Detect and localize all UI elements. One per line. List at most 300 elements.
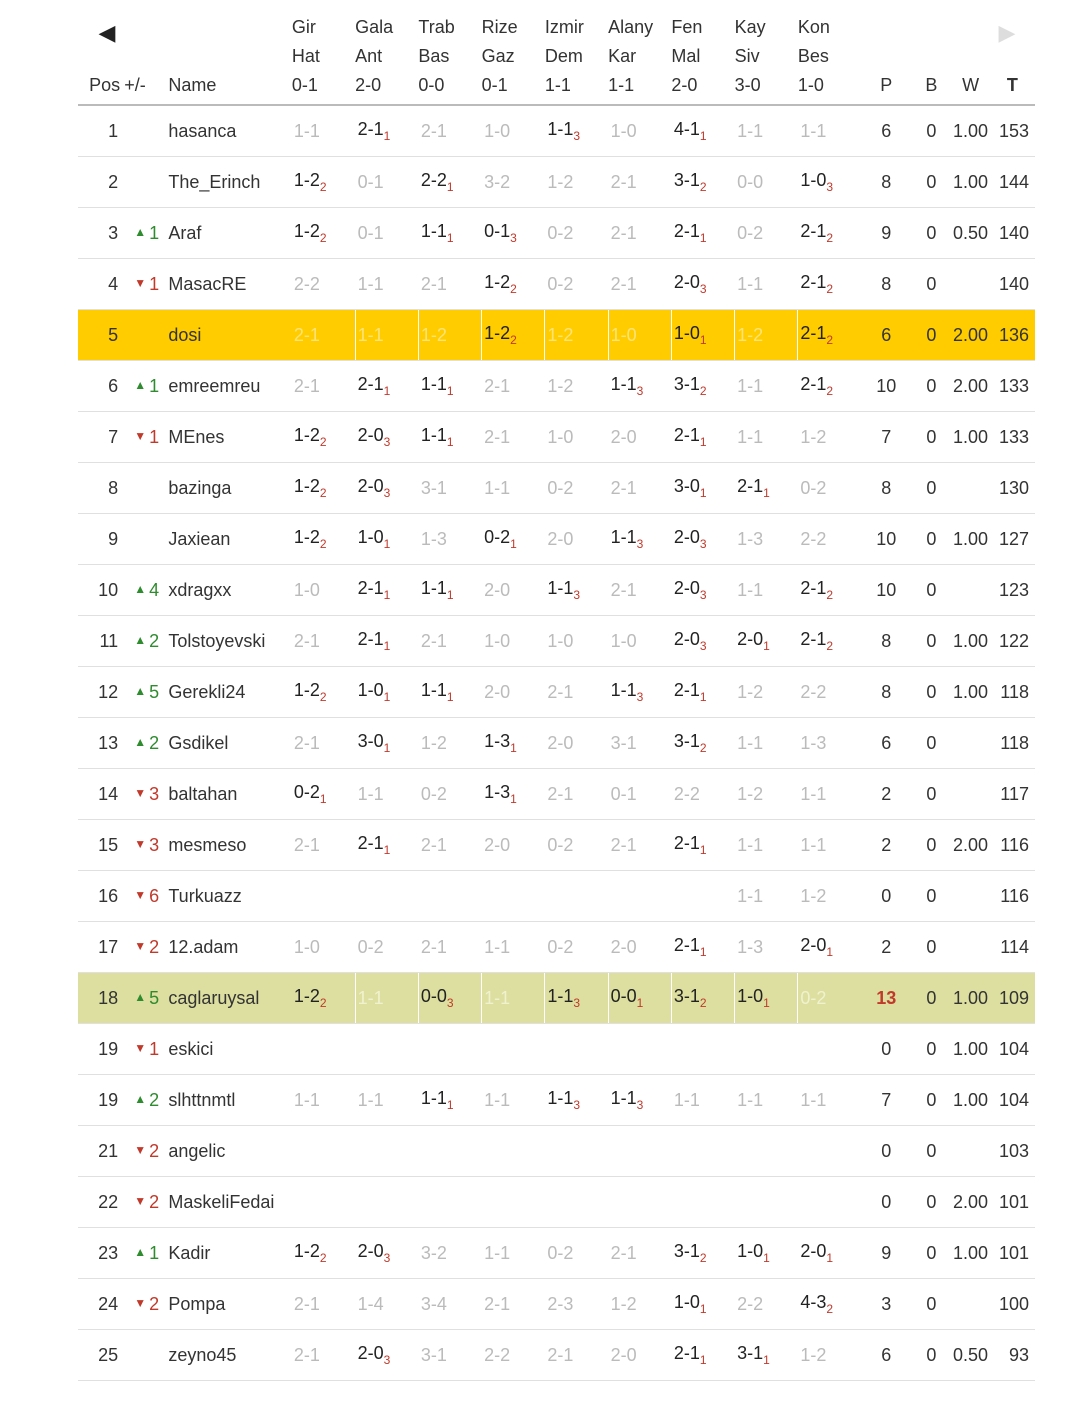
table-row[interactable] xyxy=(78,105,1035,157)
row-change xyxy=(124,1228,168,1279)
arrow-down-icon: ▼ xyxy=(134,1142,147,1157)
prediction-score: 2-1 xyxy=(800,374,827,394)
row-player-name[interactable]: emreemreu xyxy=(168,361,292,412)
prediction-points: 1 xyxy=(826,945,834,959)
header-bonus[interactable]: B xyxy=(911,12,951,105)
prediction-score: 2-0 xyxy=(800,935,827,955)
prediction-score: 1-2 xyxy=(293,527,320,547)
row-player-name[interactable]: MaskeliFedai xyxy=(168,1177,292,1228)
previous-round-icon[interactable]: ◀ xyxy=(98,20,116,45)
prediction-score: 2-1 xyxy=(357,833,384,853)
row-bonus: 0 xyxy=(911,412,951,463)
prediction-cell xyxy=(735,718,798,769)
table-row[interactable] xyxy=(78,514,1035,565)
row-total: 118 xyxy=(990,667,1035,718)
table-row[interactable] xyxy=(78,310,1035,361)
prediction-points: 1 xyxy=(510,537,517,551)
row-total: 153 xyxy=(990,105,1035,157)
prediction-points: 2 xyxy=(319,486,327,500)
prediction-points: 1 xyxy=(699,435,707,449)
prediction-score: 1-2 xyxy=(610,1293,637,1314)
row-change xyxy=(124,105,168,157)
prediction-score: 1-0 xyxy=(293,936,320,957)
prediction-score: 1-1 xyxy=(547,1088,574,1108)
prediction-cell xyxy=(482,616,545,667)
prediction-cell xyxy=(355,412,418,463)
prediction-cell xyxy=(292,922,355,973)
change-value: 3 xyxy=(149,834,160,855)
prediction-cell xyxy=(735,463,798,514)
prediction-score: 1-2 xyxy=(484,272,511,292)
prediction-cell xyxy=(671,871,734,922)
row-player-name[interactable]: dosi xyxy=(168,310,292,361)
table-row[interactable] xyxy=(78,667,1035,718)
row-bonus: 0 xyxy=(911,259,951,310)
row-player-name[interactable]: slhttnmtl xyxy=(168,1075,292,1126)
prediction-score: 2-0 xyxy=(673,272,700,292)
prediction-score: 1-1 xyxy=(420,374,447,394)
table-row[interactable] xyxy=(78,1228,1035,1279)
prediction-score: 1-1 xyxy=(357,1089,384,1110)
row-win: 2.00 xyxy=(951,361,989,412)
prediction-cell xyxy=(355,667,418,718)
prediction-cell xyxy=(482,1075,545,1126)
row-player-name[interactable]: zeyno45 xyxy=(168,1330,292,1381)
prediction-cell xyxy=(292,616,355,667)
table-row[interactable] xyxy=(78,973,1035,1024)
table-row[interactable] xyxy=(78,361,1035,412)
prediction-score: 0-2 xyxy=(547,936,574,957)
table-row[interactable] xyxy=(78,259,1035,310)
prediction-points: 1 xyxy=(383,588,391,602)
row-change xyxy=(124,718,168,769)
prediction-score: 1-1 xyxy=(420,1088,447,1108)
prediction-score: 2-0 xyxy=(357,1343,384,1363)
row-change xyxy=(124,208,168,259)
row-win xyxy=(951,1126,989,1177)
prediction-score: 1-2 xyxy=(293,986,320,1006)
prediction-score: 0-2 xyxy=(800,477,827,498)
table-row[interactable] xyxy=(78,565,1035,616)
row-player-name[interactable]: MasacRE xyxy=(168,259,292,310)
row-total: 127 xyxy=(990,514,1035,565)
table-row[interactable] xyxy=(78,1126,1035,1177)
prediction-score: 1-1 xyxy=(800,120,827,141)
prediction-cell xyxy=(735,157,798,208)
prediction-cell xyxy=(355,1177,418,1228)
prediction-score: 2-2 xyxy=(673,783,700,804)
row-points: 6 xyxy=(861,105,911,157)
prediction-score: 1-2 xyxy=(293,1241,320,1261)
prediction-score: 1-3 xyxy=(484,731,511,751)
row-change xyxy=(124,1330,168,1381)
prediction-score: 2-1 xyxy=(293,630,320,651)
prediction-points: 3 xyxy=(383,1251,391,1265)
table-row[interactable] xyxy=(78,412,1035,463)
table-row[interactable] xyxy=(78,718,1035,769)
row-total: 140 xyxy=(990,208,1035,259)
table-row[interactable] xyxy=(78,922,1035,973)
row-player-name[interactable]: MEnes xyxy=(168,412,292,463)
prediction-score: 1-0 xyxy=(800,170,827,190)
prediction-cell xyxy=(482,157,545,208)
table-row[interactable] xyxy=(78,820,1035,871)
prediction-cell xyxy=(545,1177,608,1228)
prediction-cell xyxy=(608,565,671,616)
prediction-cell xyxy=(418,259,481,310)
row-player-name[interactable]: hasanca xyxy=(168,105,292,157)
match-score: 0-0 xyxy=(418,75,445,95)
row-player-name[interactable]: The_Erinch xyxy=(168,157,292,208)
prediction-cell xyxy=(798,973,861,1024)
prediction-score: 2-1 xyxy=(420,834,447,855)
row-player-name[interactable]: 12.adam xyxy=(168,922,292,973)
prediction-score: 2-0 xyxy=(484,681,511,702)
header-match[interactable] xyxy=(482,12,545,105)
prediction-cell xyxy=(798,105,861,157)
prediction-cell xyxy=(482,718,545,769)
prediction-cell xyxy=(798,616,861,667)
prediction-score: 1-1 xyxy=(737,885,764,906)
prediction-score: 2-1 xyxy=(610,477,637,498)
table-row[interactable] xyxy=(78,157,1035,208)
row-player-name[interactable]: Gerekli24 xyxy=(168,667,292,718)
prediction-cell xyxy=(292,1075,355,1126)
table-row[interactable] xyxy=(78,871,1035,922)
prediction-cell xyxy=(355,105,418,157)
prediction-cell xyxy=(798,871,861,922)
row-player-name[interactable]: angelic xyxy=(168,1126,292,1177)
prediction-score: 1-1 xyxy=(610,1088,637,1108)
next-round-icon[interactable]: ▶ xyxy=(998,20,1016,45)
prediction-cell xyxy=(482,565,545,616)
prediction-cell xyxy=(482,1228,545,1279)
row-bonus: 0 xyxy=(911,667,951,718)
prediction-score: 1-0 xyxy=(357,680,384,700)
prediction-cell xyxy=(545,1075,608,1126)
match-score: 0-1 xyxy=(291,75,318,95)
row-bonus: 0 xyxy=(911,1024,951,1075)
table-row[interactable] xyxy=(78,1177,1035,1228)
row-player-name[interactable]: Araf xyxy=(168,208,292,259)
prediction-score: 1-2 xyxy=(800,426,827,447)
prediction-cell xyxy=(355,1228,418,1279)
row-player-name[interactable]: baltahan xyxy=(168,769,292,820)
prediction-cell xyxy=(418,820,481,871)
prediction-score: 1-2 xyxy=(547,375,574,396)
prediction-points: 1 xyxy=(699,690,707,704)
row-total: 101 xyxy=(990,1177,1035,1228)
prediction-cell xyxy=(545,769,608,820)
prediction-cell xyxy=(545,871,608,922)
prediction-points: 1 xyxy=(446,435,454,449)
prediction-score: 2-1 xyxy=(484,375,511,396)
arrow-up-icon: ▲ xyxy=(134,1091,147,1106)
prediction-cell xyxy=(735,412,798,463)
prediction-points: 1 xyxy=(383,741,391,755)
prediction-score: 2-0 xyxy=(547,528,574,549)
prediction-score: 1-2 xyxy=(547,171,574,192)
prediction-score: 1-1 xyxy=(484,1089,511,1110)
prediction-score: 1-1 xyxy=(610,527,637,547)
prediction-score: 2-1 xyxy=(420,120,447,141)
header-name[interactable]: Name xyxy=(168,12,292,105)
prediction-score: 1-0 xyxy=(357,527,384,547)
change-value: 2 xyxy=(149,1089,160,1110)
prediction-score: 1-1 xyxy=(800,1089,827,1110)
prediction-score: 2-1 xyxy=(673,1343,700,1363)
prediction-cell xyxy=(798,1330,861,1381)
prediction-cell xyxy=(671,667,734,718)
prediction-cell xyxy=(355,361,418,412)
prediction-score: 1-1 xyxy=(800,783,827,804)
header-match[interactable] xyxy=(735,12,798,105)
table-row[interactable] xyxy=(78,463,1035,514)
header-match[interactable] xyxy=(418,12,481,105)
row-bonus: 0 xyxy=(911,361,951,412)
row-win: 2.00 xyxy=(951,820,989,871)
row-change xyxy=(124,973,168,1024)
row-player-name[interactable]: Kadir xyxy=(168,1228,292,1279)
prediction-score: 1-1 xyxy=(737,1089,764,1110)
prediction-cell xyxy=(798,718,861,769)
prediction-score: 2-1 xyxy=(610,834,637,855)
row-position: 12 xyxy=(78,667,124,718)
prediction-points: 2 xyxy=(510,282,517,296)
prediction-cell xyxy=(608,1075,671,1126)
row-win: 1.00 xyxy=(951,412,989,463)
prediction-score: 0-0 xyxy=(420,986,447,1006)
prediction-score: 1-1 xyxy=(293,120,320,141)
row-player-name[interactable]: bazinga xyxy=(168,463,292,514)
match-away-team: Mal xyxy=(671,46,701,66)
header-match[interactable] xyxy=(608,12,671,105)
match-away-team: Kar xyxy=(608,46,637,66)
prediction-score: 1-1 xyxy=(420,680,447,700)
prediction-points: 1 xyxy=(446,690,454,704)
prediction-points: 2 xyxy=(510,333,517,347)
prediction-score: 1-1 xyxy=(547,986,574,1006)
prediction-points: 1 xyxy=(446,231,454,245)
prediction-score: 1-1 xyxy=(357,783,384,804)
header-match[interactable] xyxy=(355,12,418,105)
row-player-name[interactable]: Gsdikel xyxy=(168,718,292,769)
table-row[interactable] xyxy=(78,1075,1035,1126)
prediction-cell xyxy=(355,718,418,769)
prediction-cell xyxy=(545,667,608,718)
row-points: 6 xyxy=(861,1330,911,1381)
prediction-score: 1-2 xyxy=(737,324,764,345)
row-total: 144 xyxy=(990,157,1035,208)
row-position: 7 xyxy=(78,412,124,463)
prediction-cell xyxy=(735,922,798,973)
prediction-cell xyxy=(418,310,481,361)
row-player-name[interactable]: xdragxx xyxy=(168,565,292,616)
prediction-score: 0-2 xyxy=(547,477,574,498)
prediction-score: 1-3 xyxy=(737,936,764,957)
prediction-cell xyxy=(608,718,671,769)
row-player-name[interactable]: mesmeso xyxy=(168,820,292,871)
row-position: 1 xyxy=(78,105,124,157)
row-points: 10 xyxy=(861,361,911,412)
prediction-points: 2 xyxy=(699,384,707,398)
prediction-cell xyxy=(671,157,734,208)
row-win: 1.00 xyxy=(951,667,989,718)
row-bonus: 0 xyxy=(911,1330,951,1381)
row-position: 15 xyxy=(78,820,124,871)
change-value: 6 xyxy=(149,885,160,906)
row-position: 18 xyxy=(78,973,124,1024)
prediction-score: 2-1 xyxy=(737,476,764,496)
row-player-name[interactable]: Turkuazz xyxy=(168,871,292,922)
prediction-points: 1 xyxy=(446,384,454,398)
arrow-down-icon: ▼ xyxy=(134,1295,147,1310)
prediction-score: 0-1 xyxy=(610,783,637,804)
change-value: 2 xyxy=(149,732,160,753)
prediction-cell xyxy=(671,361,734,412)
prediction-cell xyxy=(735,1279,798,1330)
prediction-points: 1 xyxy=(699,333,707,347)
header-match[interactable] xyxy=(292,12,355,105)
row-change xyxy=(124,361,168,412)
arrow-down-icon: ▼ xyxy=(134,887,147,902)
row-player-name[interactable]: Pompa xyxy=(168,1279,292,1330)
prediction-cell xyxy=(798,514,861,565)
prediction-score: 2-1 xyxy=(357,119,384,139)
table-row[interactable] xyxy=(78,1330,1035,1381)
prediction-score: 2-1 xyxy=(293,1344,320,1365)
prediction-cell xyxy=(671,208,734,259)
row-bonus: 0 xyxy=(911,463,951,514)
row-position: 6 xyxy=(78,361,124,412)
prediction-score: 2-2 xyxy=(420,170,447,190)
row-player-name[interactable]: Tolstoyevski xyxy=(168,616,292,667)
header-match[interactable] xyxy=(671,12,734,105)
prediction-cell xyxy=(292,667,355,718)
prediction-cell xyxy=(735,1024,798,1075)
prediction-cell xyxy=(292,871,355,922)
prediction-cell xyxy=(608,616,671,667)
change-value: 1 xyxy=(149,1242,160,1263)
prediction-cell xyxy=(798,1075,861,1126)
row-player-name[interactable]: eskici xyxy=(168,1024,292,1075)
prediction-cell xyxy=(798,1228,861,1279)
prediction-score: 2-1 xyxy=(673,833,700,853)
row-position: 10 xyxy=(78,565,124,616)
prediction-score: 1-0 xyxy=(673,1292,700,1312)
match-score: 0-1 xyxy=(481,75,508,95)
row-win xyxy=(951,769,989,820)
prediction-cell xyxy=(798,361,861,412)
row-position: 14 xyxy=(78,769,124,820)
prediction-cell xyxy=(735,1126,798,1177)
prediction-cell xyxy=(608,208,671,259)
prediction-score: 1-1 xyxy=(293,1089,320,1110)
arrow-down-icon: ▼ xyxy=(134,836,147,851)
prediction-score: 2-2 xyxy=(800,681,827,702)
prediction-cell xyxy=(545,463,608,514)
prediction-score: 1-1 xyxy=(484,1242,511,1263)
prediction-cell xyxy=(355,973,418,1024)
prediction-cell xyxy=(608,157,671,208)
header-match[interactable] xyxy=(545,12,608,105)
prediction-score: 1-0 xyxy=(547,426,574,447)
row-player-name[interactable]: Jaxiean xyxy=(168,514,292,565)
change-value: 1 xyxy=(149,1038,160,1059)
row-change xyxy=(124,565,168,616)
prediction-points: 2 xyxy=(699,996,707,1010)
prediction-score: 2-1 xyxy=(610,1242,637,1263)
prediction-points: 1 xyxy=(763,639,770,653)
row-points: 0 xyxy=(861,1024,911,1075)
prediction-cell xyxy=(482,1279,545,1330)
row-total: 140 xyxy=(990,259,1035,310)
prediction-cell xyxy=(355,157,418,208)
prediction-cell xyxy=(292,565,355,616)
row-win: 1.00 xyxy=(951,616,989,667)
table-row[interactable] xyxy=(78,208,1035,259)
prediction-score: 1-0 xyxy=(610,120,637,141)
prediction-cell xyxy=(418,361,481,412)
prediction-points: 1 xyxy=(383,129,391,143)
arrow-up-icon: ▲ xyxy=(134,1244,147,1259)
prediction-points: 3 xyxy=(383,1353,391,1367)
prediction-score: 2-1 xyxy=(357,578,384,598)
prediction-cell xyxy=(545,973,608,1024)
prediction-cell xyxy=(355,1330,418,1381)
row-bonus: 0 xyxy=(911,922,951,973)
table-row[interactable] xyxy=(78,1024,1035,1075)
prediction-score: 1-3 xyxy=(737,528,764,549)
table-row[interactable] xyxy=(78,616,1035,667)
prediction-score: 1-1 xyxy=(420,578,447,598)
table-row[interactable] xyxy=(78,769,1035,820)
prediction-score: 1-0 xyxy=(484,630,511,651)
row-bonus: 0 xyxy=(911,565,951,616)
prediction-cell xyxy=(292,514,355,565)
row-total: 103 xyxy=(990,1126,1035,1177)
table-row[interactable] xyxy=(78,1279,1035,1330)
table-header xyxy=(78,12,1035,105)
change-value: 5 xyxy=(149,681,160,702)
header-pos[interactable]: Pos xyxy=(78,12,124,105)
header-change[interactable]: +/- xyxy=(124,12,168,105)
prediction-cell xyxy=(545,157,608,208)
prediction-score: 3-1 xyxy=(610,732,637,753)
match-score: 3-0 xyxy=(734,75,761,95)
prediction-cell xyxy=(735,565,798,616)
match-home-team: Izmir xyxy=(544,17,584,37)
prediction-cell xyxy=(735,871,798,922)
prediction-score: 1-0 xyxy=(547,630,574,651)
prediction-score: 2-2 xyxy=(484,1344,511,1365)
prediction-cell xyxy=(292,1279,355,1330)
row-position: 9 xyxy=(78,514,124,565)
header-total[interactable]: T xyxy=(990,12,1035,105)
prediction-cell xyxy=(482,871,545,922)
prediction-cell xyxy=(608,463,671,514)
header-points[interactable]: P xyxy=(861,12,911,105)
arrow-down-icon: ▼ xyxy=(134,275,147,290)
prediction-score: 1-1 xyxy=(484,987,511,1008)
header-win[interactable]: W xyxy=(951,12,989,105)
prediction-score: 1-0 xyxy=(737,986,764,1006)
header-match[interactable] xyxy=(798,12,861,105)
prediction-cell xyxy=(798,208,861,259)
match-score: 2-0 xyxy=(671,75,698,95)
standings-table xyxy=(78,12,1035,1381)
row-player-name[interactable]: caglaruysal xyxy=(168,973,292,1024)
